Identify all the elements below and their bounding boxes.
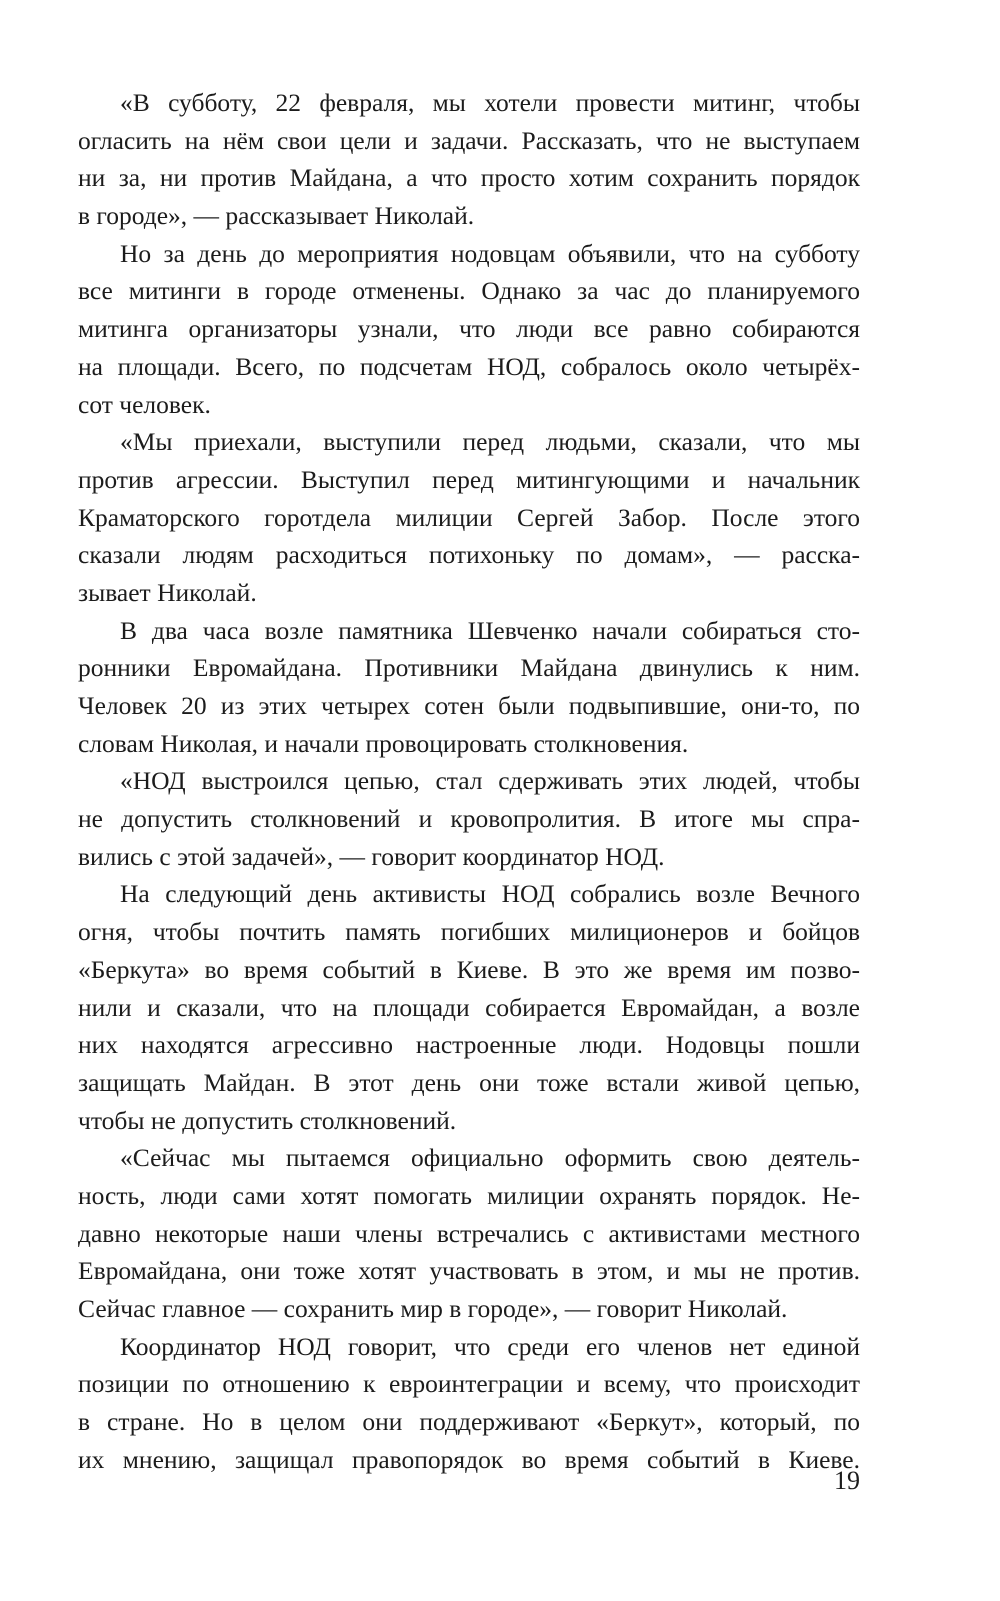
text-line: на площади. Всего, по подсчетам НОД, собралось около четырёх-	[78, 351, 860, 381]
paragraph	[78, 1139, 860, 1327]
text-line: огласить на нём свои цели и задачи. Рассказать, что не выступаем	[78, 125, 860, 155]
paragraph	[78, 84, 860, 235]
text-line: позиции по отношению к евроинтеграции и всему, что происходит	[78, 1369, 860, 1399]
text-line: Человек 20 из этих четырех сотен были подвыпившие, они-то, по	[78, 691, 860, 720]
paragraph	[78, 1328, 860, 1479]
paragraph	[78, 612, 860, 763]
text-line: митинга организаторы узнали, что люди все равно собираются	[78, 314, 860, 344]
text-line: в городе», — рассказывает Николай.	[78, 201, 475, 231]
text-line: в стране. Но в целом они поддерживают «Беркут», который, по	[78, 1407, 860, 1437]
text-line: В два часа возле памятника Шевченко начали собираться сто-	[120, 615, 860, 645]
text-line: Краматорского горотдела милиции Сергей Забор. После этого	[78, 502, 860, 532]
text-line: них находятся агрессивно настроенные люди. Нодовцы пошли	[78, 1030, 860, 1060]
text-line: не допустить столкновений и кровопролития. В итоге мы спра-	[78, 804, 860, 834]
text-line: против агрессии. Выступил перед митингующими и начальник	[78, 464, 860, 494]
text-line: «Мы приехали, выступили перед людьми, сказали, что мы	[120, 427, 860, 457]
text-line: «В субботу, 22 февраля, мы хотели провести митинг, чтобы	[120, 88, 860, 117]
text-line: их мнению, защищал правопорядок во время событий в Киеве.	[78, 1444, 860, 1474]
text-line: защищать Майдан. В этот день они тоже встали живой цепью,	[78, 1067, 860, 1097]
text-line: словам Николая, и начали провоцировать столкновения.	[78, 728, 689, 758]
text-line: Координатор НОД говорит, что среди его членов нет единой	[120, 1331, 860, 1361]
paragraph	[78, 762, 860, 875]
text-line: все митинги в городе отменены. Однако за час до планируемого	[78, 276, 860, 306]
paragraph	[78, 423, 860, 611]
paragraph	[78, 875, 860, 1139]
text-line: огня, чтобы почтить память погибших милиционеров и бойцов	[78, 917, 860, 947]
text-line: чтобы не допустить столкновений.	[78, 1105, 457, 1135]
text-line: вились с этой задачей», — говорит координатор НОД.	[78, 841, 665, 871]
text-line: ность, люди сами хотят помогать милиции охранять порядок. Не-	[78, 1180, 860, 1210]
text-line: На следующий день активисты НОД собрались возле Вечного	[120, 879, 860, 909]
text-line: сказали людям расходиться потихоньку по домам», — расска-	[78, 540, 860, 570]
text-line: Сейчас главное — сохранить мир в городе», — говорит Николай.	[78, 1294, 788, 1323]
text-line: «НОД выстроился цепью, стал сдерживать этих людей, чтобы	[120, 766, 860, 796]
text-line: ронники Евромайдана. Противники Майдана двинулись к ним.	[78, 653, 860, 683]
text-line: сот человек.	[78, 389, 211, 419]
text-line: Но за день до мероприятия нодовцам объявили, что на субботу	[120, 238, 860, 268]
text-line: Евромайдана, они тоже хотят участвовать в этом, и мы не против.	[78, 1256, 860, 1286]
text-line: давно некоторые наши члены встречались с активистами местного	[78, 1218, 860, 1248]
text-line: «Сейчас мы пытаемся официально оформить свою деятель-	[120, 1143, 860, 1173]
text-line: нили и сказали, что на площади собирается Евромайдан, а возле	[78, 992, 860, 1022]
text-line: «Беркута» во время событий в Киеве. В это же время им позво-	[78, 954, 860, 984]
page-number: 19	[834, 1466, 860, 1495]
text-line: зывает Николай.	[78, 577, 257, 607]
page-body	[78, 84, 860, 1478]
paragraph	[78, 235, 860, 423]
text-line: ни за, ни против Майдана, а что просто хотим сохранить порядок	[78, 163, 860, 193]
